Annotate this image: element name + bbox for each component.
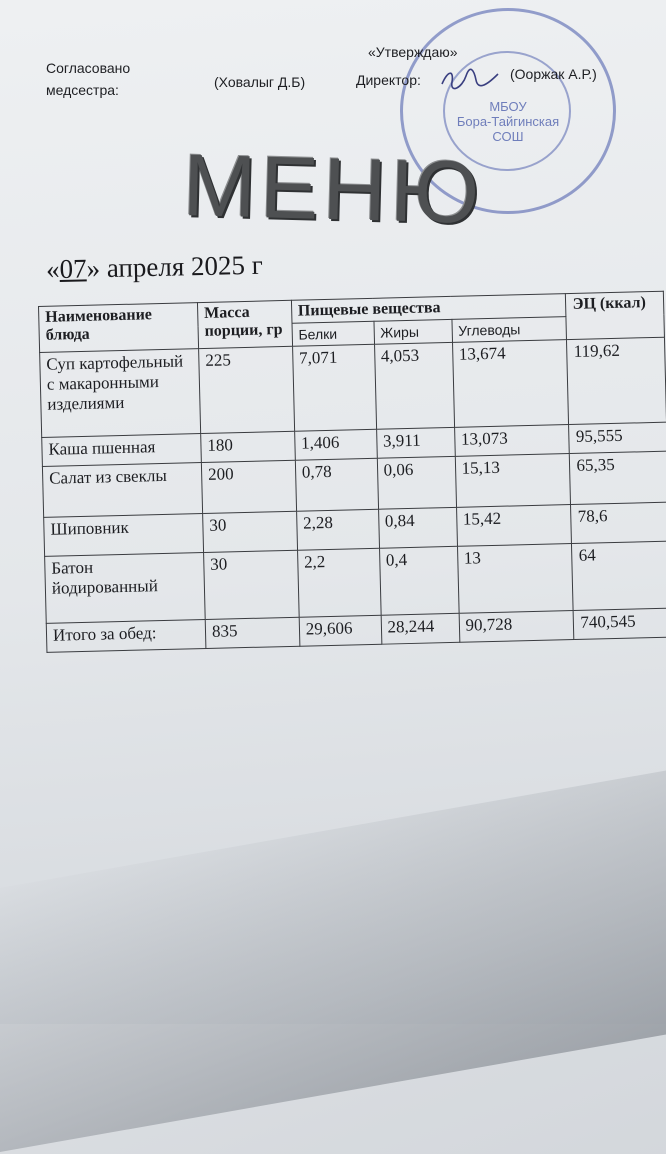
- total-proteins: 29,606: [299, 615, 382, 646]
- dish-name: Салат из свеклы: [42, 463, 202, 518]
- header-energy: ЭЦ (ккал): [566, 291, 665, 339]
- dish-proteins: 7,071: [292, 344, 376, 431]
- header-dish-name: Наименование блюда: [39, 303, 199, 353]
- dish-carbs: 13,674: [452, 340, 569, 428]
- stamp-line: МБОУ: [489, 99, 527, 114]
- dish-name: Каша пшенная: [42, 434, 202, 467]
- dish-name: Суп картофельный с макаронными изделиями: [40, 349, 201, 438]
- dish-name: Шиповник: [44, 514, 204, 557]
- header-carbs: Углеводы: [452, 317, 567, 343]
- stamp-line: Бора-Тайгинская: [456, 114, 560, 129]
- dish-carbs: 13,073: [454, 425, 570, 457]
- dish-energy: 78,6: [571, 502, 666, 543]
- total-energy: 740,545: [574, 608, 666, 639]
- header-proteins: Белки: [292, 321, 374, 346]
- approve-label: «Утверждаю»: [368, 44, 458, 60]
- dish-proteins: 0,78: [295, 458, 378, 511]
- dish-fats: 0,4: [379, 546, 459, 615]
- dish-mass: 30: [204, 550, 299, 619]
- date-open-quote: «: [45, 253, 60, 285]
- stamp-text: [403, 99, 613, 144]
- director-label: Директор:: [356, 72, 421, 88]
- date-month: апреля: [106, 251, 185, 283]
- dish-mass: 30: [203, 511, 298, 552]
- dish-name: Батон йодированный: [45, 553, 206, 624]
- date-year: 2025 г: [190, 249, 264, 282]
- header-fats: Жиры: [374, 319, 453, 344]
- agreed-label: Согласовано: [46, 60, 131, 76]
- menu-table: [38, 291, 666, 653]
- dish-proteins: 1,406: [294, 429, 377, 460]
- total-fats: 28,244: [381, 613, 460, 644]
- total-mass: 835: [205, 617, 299, 648]
- dish-fats: 0,84: [378, 507, 457, 548]
- dish-proteins: 2,28: [296, 509, 379, 550]
- date-close-quote: »: [86, 253, 101, 284]
- dish-carbs: 13: [457, 544, 574, 614]
- dish-fats: 4,053: [374, 342, 454, 429]
- header-mass: Масса порции, гр: [197, 300, 292, 348]
- dish-fats: 0,06: [377, 456, 456, 509]
- dish-carbs: 15,13: [455, 454, 571, 508]
- date-day: 07: [59, 253, 87, 284]
- menu-date: [46, 250, 263, 286]
- nurse-label: медсестра:: [46, 82, 119, 98]
- dish-carbs: 15,42: [456, 505, 572, 547]
- nurse-name: (Ховалыг Д.Б): [214, 74, 306, 90]
- dish-energy: 119,62: [567, 337, 666, 424]
- dish-fats: 3,911: [376, 427, 455, 458]
- total-carbs: 90,728: [459, 611, 575, 643]
- dish-energy: 95,555: [569, 422, 666, 453]
- stamp-line: СОШ: [492, 129, 524, 144]
- dish-energy: 65,35: [570, 451, 666, 504]
- dish-proteins: 2,2: [297, 548, 380, 617]
- dish-energy: 64: [572, 541, 666, 610]
- dish-mass: 225: [199, 346, 295, 433]
- dish-mass: 200: [201, 460, 296, 513]
- director-signature: [440, 66, 500, 92]
- dish-mass: 180: [201, 431, 295, 462]
- header-nutrients: Пищевые вещества: [291, 294, 566, 324]
- page-title: МЕНЮ: [181, 135, 485, 242]
- table-row: [40, 337, 666, 437]
- director-name: (Ооржак А.Р.): [510, 66, 597, 82]
- total-label: Итого за обед:: [46, 620, 206, 653]
